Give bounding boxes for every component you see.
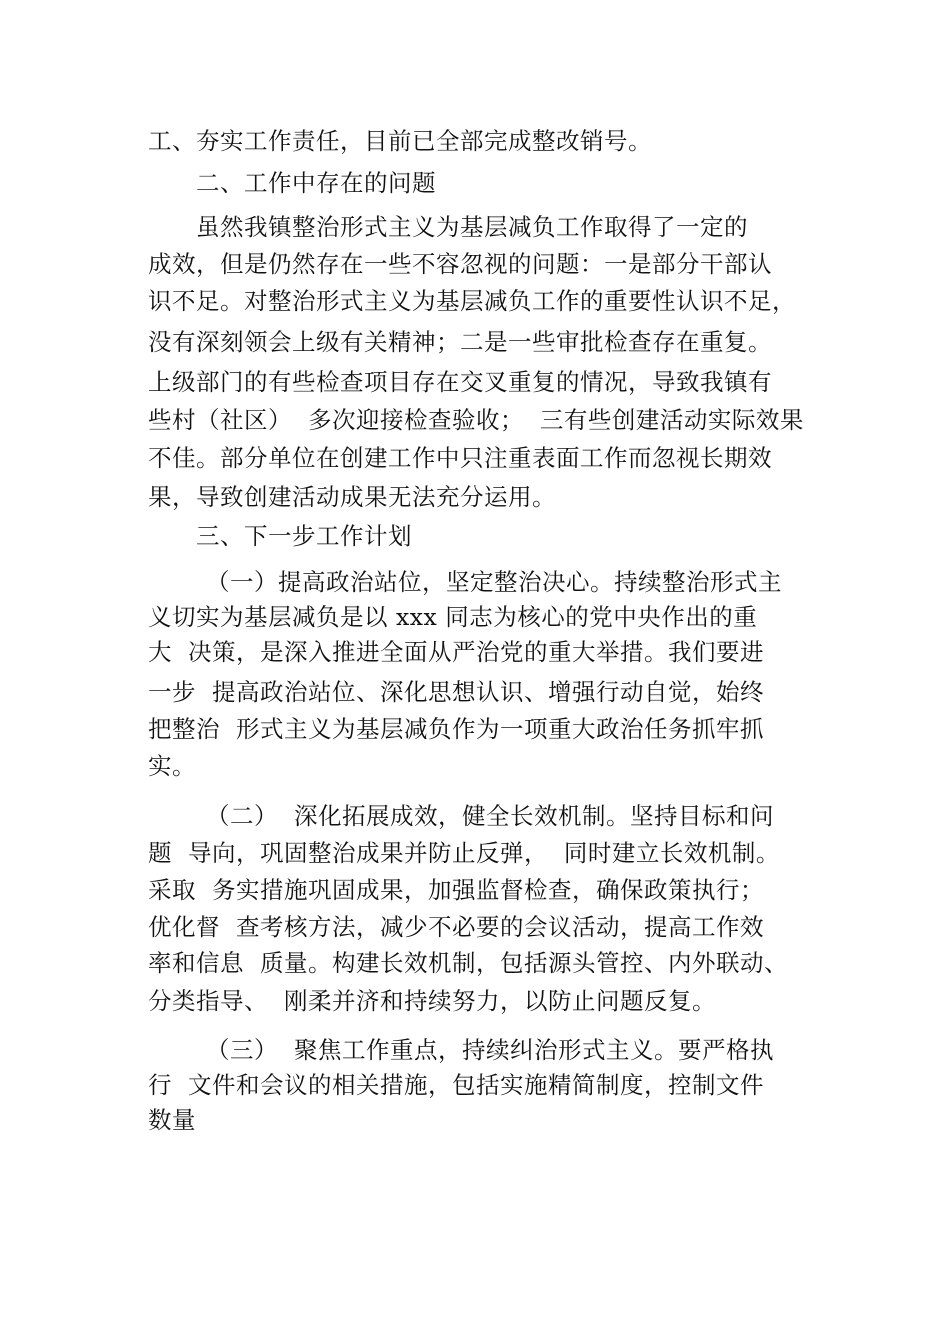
text-line: 上级部门的有些检查项目存在交叉重复的情况，导致我镇有 [148, 368, 772, 396]
section-heading: 三、下一步工作计划 [196, 522, 412, 550]
text-line: （三） 聚焦工作重点，持续纠治形式主义。要严格执 [206, 1036, 774, 1064]
text-line: 行 文件和会议的相关措施，包括实施精简制度，控制文件 [148, 1071, 764, 1099]
text-line: 数量 [148, 1106, 196, 1134]
text-line: （二） 深化拓展成效，健全长效机制。坚持目标和问 [206, 802, 774, 830]
text-line: 实。 [148, 752, 196, 780]
text-line: 优化督 查考核方法，减少不必要的会议活动，提高工作效 [148, 913, 764, 941]
text-line: 成效，但是仍然存在一些不容忽视的问题：一是部分干部认 [148, 250, 772, 278]
text-line: （一）提高政治站位，坚定整治决心。持续整治形式主 [206, 568, 782, 596]
text-line: 果，导致创建活动成果无法充分运用。 [148, 483, 556, 511]
text-line: 分类指导、 刚柔并济和持续努力，以防止问题反复。 [148, 987, 716, 1015]
text-line: 些村（社区） 多次迎接检查验收； 三有些创建活动实际效果 [148, 406, 804, 434]
text-line: 义切实为基层减负是以 xxx 同志为核心的党中央作出的重 [148, 603, 758, 631]
text-line: 采取 务实措施巩固成果，加强监督检查，确保政策执行； [148, 876, 764, 904]
text-line: 率和信息 质量。构建长效机制，包括源头管控、内外联动、 [148, 949, 788, 977]
text-line: 大 决策，是深入推进全面从严治党的重大举措。我们要进 [148, 638, 764, 666]
section-heading: 二、工作中存在的问题 [196, 169, 436, 197]
text-line: 工、夯实工作责任，目前已全部完成整改销号。 [148, 127, 652, 155]
text-line: 识不足。对整治形式主义为基层减负工作的重要性认识不足， [148, 287, 796, 315]
text-line: 一步 提高政治站位、深化思想认识、增强行动自觉，始终 [148, 678, 764, 706]
text-line: 虽然我镇整治形式主义为基层减负工作取得了一定的 [196, 213, 748, 241]
text-line: 题 导向，巩固整治成果并防止反弹， 同时建立长效机制。 [148, 839, 780, 867]
text-line: 没有深刻领会上级有关精神；二是一些审批检查存在重复。 [148, 328, 772, 356]
text-line: 不佳。部分单位在创建工作中只注重表面工作而忽视长期效 [148, 444, 772, 472]
text-line: 把整治 形式主义为基层减负作为一项重大政治任务抓牢抓 [148, 715, 764, 743]
